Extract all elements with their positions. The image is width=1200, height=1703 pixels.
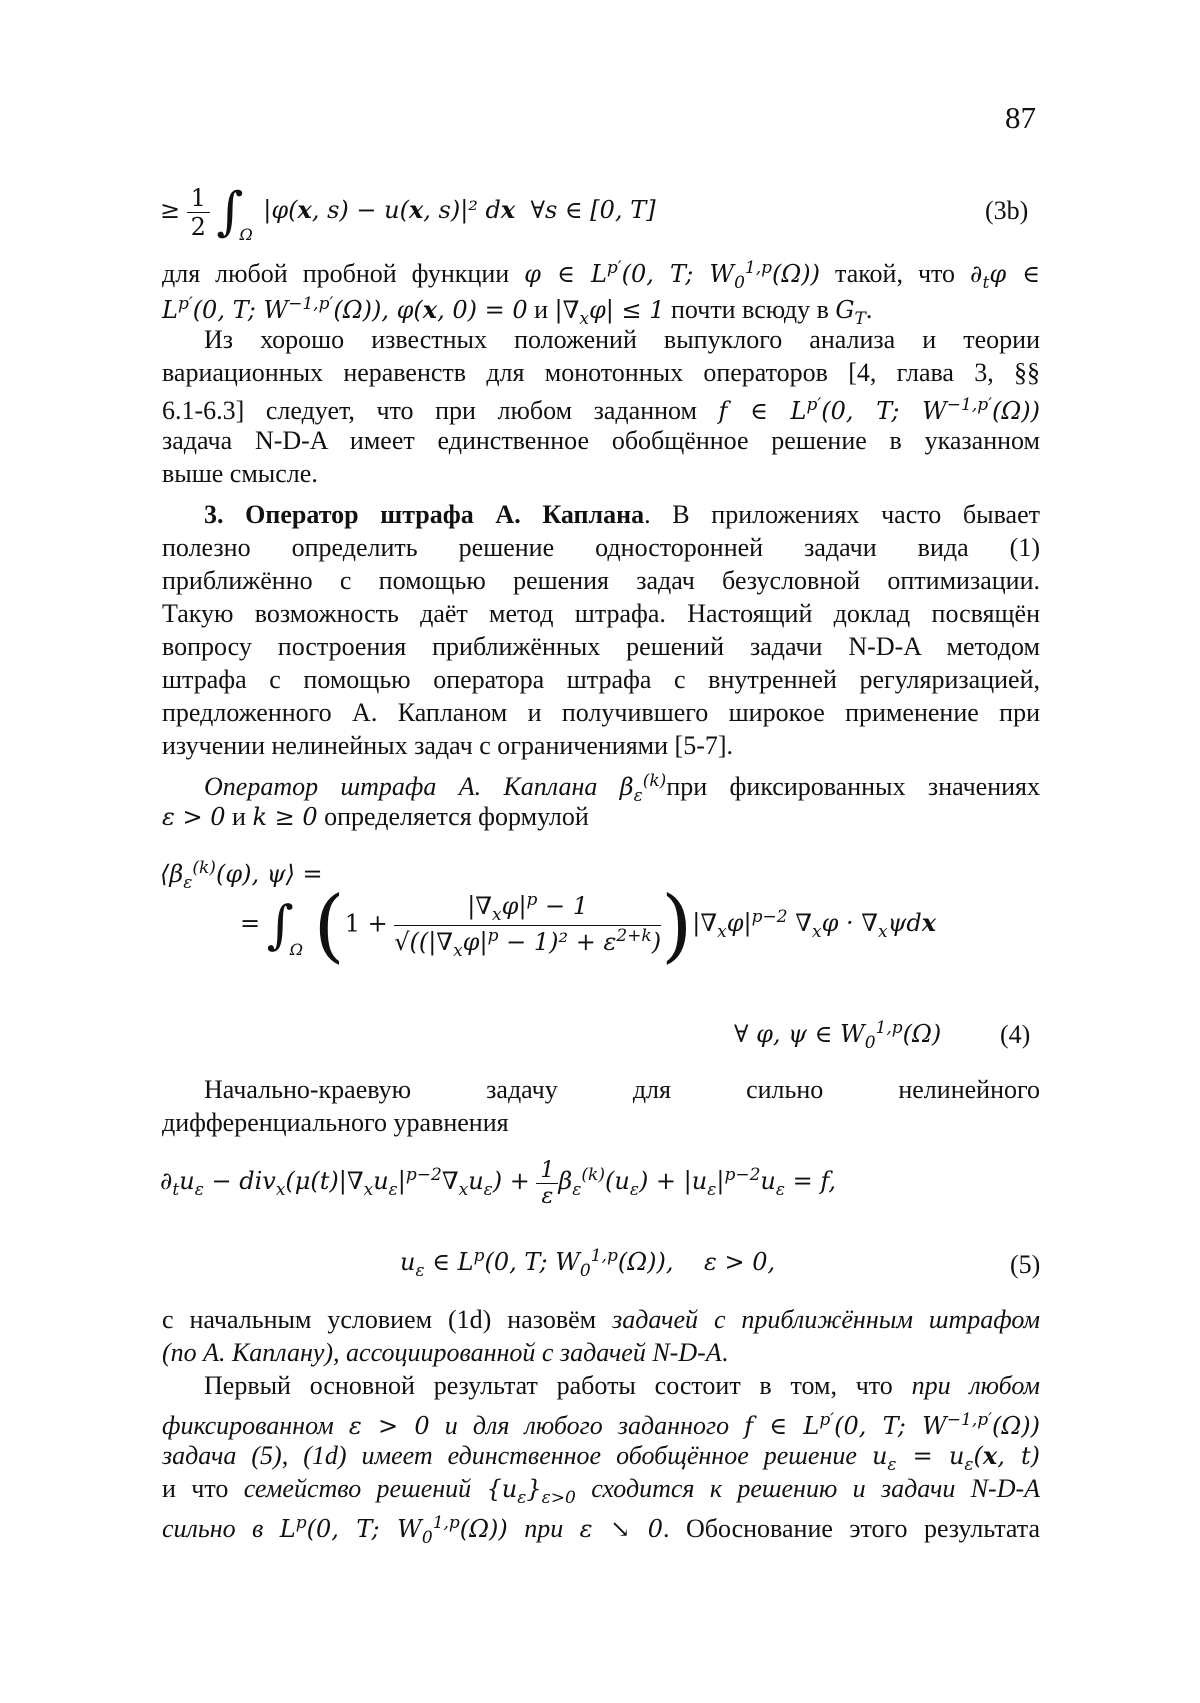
section-heading: 3. Оператор штрафа А. Каплана xyxy=(204,500,645,529)
equation-5-line2: $u_\varepsilon$ ∈ $L^p(0$, T; $W_0^{1,p}(\Omega)$), ε > 0, xyxy=(400,1246,776,1281)
p7-line5: сильно в $L^p(0$, T; $W_0^{1,p}(\Omega)$) при ε ↘ 0. Обоснование этого результата xyxy=(162,1513,1040,1548)
p6-line1: с начальным условием (1d) назовём задачей с приближённым штрафом xyxy=(162,1305,1040,1334)
p6-line2: (по А. Каплану), ассоциированной с задачей N-D-A. xyxy=(162,1338,729,1367)
p7-line1: Первый основной результат работы состоит в том, что при любом xyxy=(204,1371,1040,1400)
p4-line2: ε > 0 и k ≥ 0 определяется формулой xyxy=(162,802,589,831)
section3-line8: изучении нелинейных задач с ограничениями [5-7]. xyxy=(162,731,734,760)
p2-line1: Из хорошо известных положений выпуклого анализа и теории xyxy=(204,325,1040,354)
section3-line1: 3. Оператор штрафа А. Каплана. В приложениях часто бывает xyxy=(204,500,1040,529)
p5-line2: дифференциального уравнения xyxy=(162,1108,509,1137)
equation-5-line1: $\partial_tu_\varepsilon - div_x(\mu(t)|\nabla_xu_\varepsilon|^{p-2}\nabla_xu_\varepsilon)$ + $\frac{1}{\varepsilon}$ $\beta_\varepsilon^{(k)}(u_\varepsilon) + |u_\varepsilon|^{p-2}u_\varepsilon = f$, xyxy=(160,1158,837,1209)
equation-4-quantifier: ∀ φ, ψ ∈ $W_0^{1,p}(\Omega)$ xyxy=(734,1018,942,1053)
section3-line7: предложенного А. Капланом и получившего широкое применение при xyxy=(162,698,1040,727)
p2-line3: 6.1-6.3] следует, что при любом заданном f ∈ $L^{p'}(0$, T; $W^{-1,p'}(\Omega)$) xyxy=(162,395,1040,425)
p5-line1: Начально-краевую задачу для сильно нелинейного xyxy=(204,1075,1040,1104)
equation-3b-label: (3b) xyxy=(985,196,1029,225)
equation-3b: ≥ $\frac{1}{2}$ $\int_\Omega$ |φ(x, s) − u(x, s)|² dx ∀s ∈ [0, T] xyxy=(160,182,656,245)
section3-line3: приближённо с помощью решения задач безусловной оптимизации. xyxy=(162,566,1040,595)
p4-line1: Оператор штрафа А. Каплана $\beta_\varepsilon^{(k)}при$ фиксированных значениях xyxy=(204,771,1041,806)
p7-line4: и что семейство решений $\{u_\varepsilon\}_{\varepsilon>0}$ сходится к решению u задачи N-D-A xyxy=(162,1474,1041,1508)
paragraph-test-function-line2: $L^{p'}(0$, T; $W^{-1,p'}(\Omega)$), φ(x, 0) = 0 и $|\nabla_x\varphi| \le 1$ почти всюду в $G_T$. xyxy=(162,294,873,329)
section3-line4: Такую возможность даёт метод штрафа. Настоящий доклад посвящён xyxy=(162,599,1040,628)
section3-line5: вопросу построения приближённых решений задачи N-D-A методом xyxy=(162,632,1040,661)
equation-5-label: (5) xyxy=(1010,1250,1041,1279)
section3-line6: штрафа с помощью оператора штрафа с внутренней регуляризацией, xyxy=(162,665,1040,694)
p2-line4: задача N-D-A имеет единственное обобщённое решение в указанном xyxy=(162,426,1040,455)
equation-4-label: (4) xyxy=(1000,1020,1031,1049)
p7-line3: задача (5), (1d) имеет единственное обобщённое решение $u_\varepsilon = u_\varepsilon(x$, t) xyxy=(162,1441,1041,1475)
equation-4-rhs: = $\int_\Omega$ (1 + $\frac{|\nabla_x\varphi|^p - 1}{√((|\nabla_x\varphi|^p - 1)^2 + \varepsilon^{2+k})}$ )$|\nabla_x\varphi|^{p-2}$ $\nabla_x\varphi \cdot \nabla_x\psi dx$ xyxy=(240,878,937,972)
p2-line5: выше смысле. xyxy=(162,459,318,488)
equation-4-lhs: $⟨\beta_\varepsilon^{(k)}(\varphi)$, ψ⟩ = xyxy=(160,858,323,893)
p2-line2: вариационных неравенств для монотонных операторов [4, глава 3, §§ xyxy=(162,358,1040,387)
section3-line2: полезно определить решение односторонней задачи вида (1) xyxy=(162,533,1040,562)
paragraph-test-function-line1: для любой пробной функции φ ∈ $L^{p'}(0$, T; $W_0^{1,p}(\Omega)$) такой, что $\partial_t\varphi$ ∈ xyxy=(162,258,1041,293)
p7-line2: фиксированном ε > 0 и для любого заданного f ∈ $L^{p'}(0$, T; $W^{-1,p'}(\Omega)$) xyxy=(162,1410,1041,1440)
page-number: 87 xyxy=(1005,100,1036,135)
